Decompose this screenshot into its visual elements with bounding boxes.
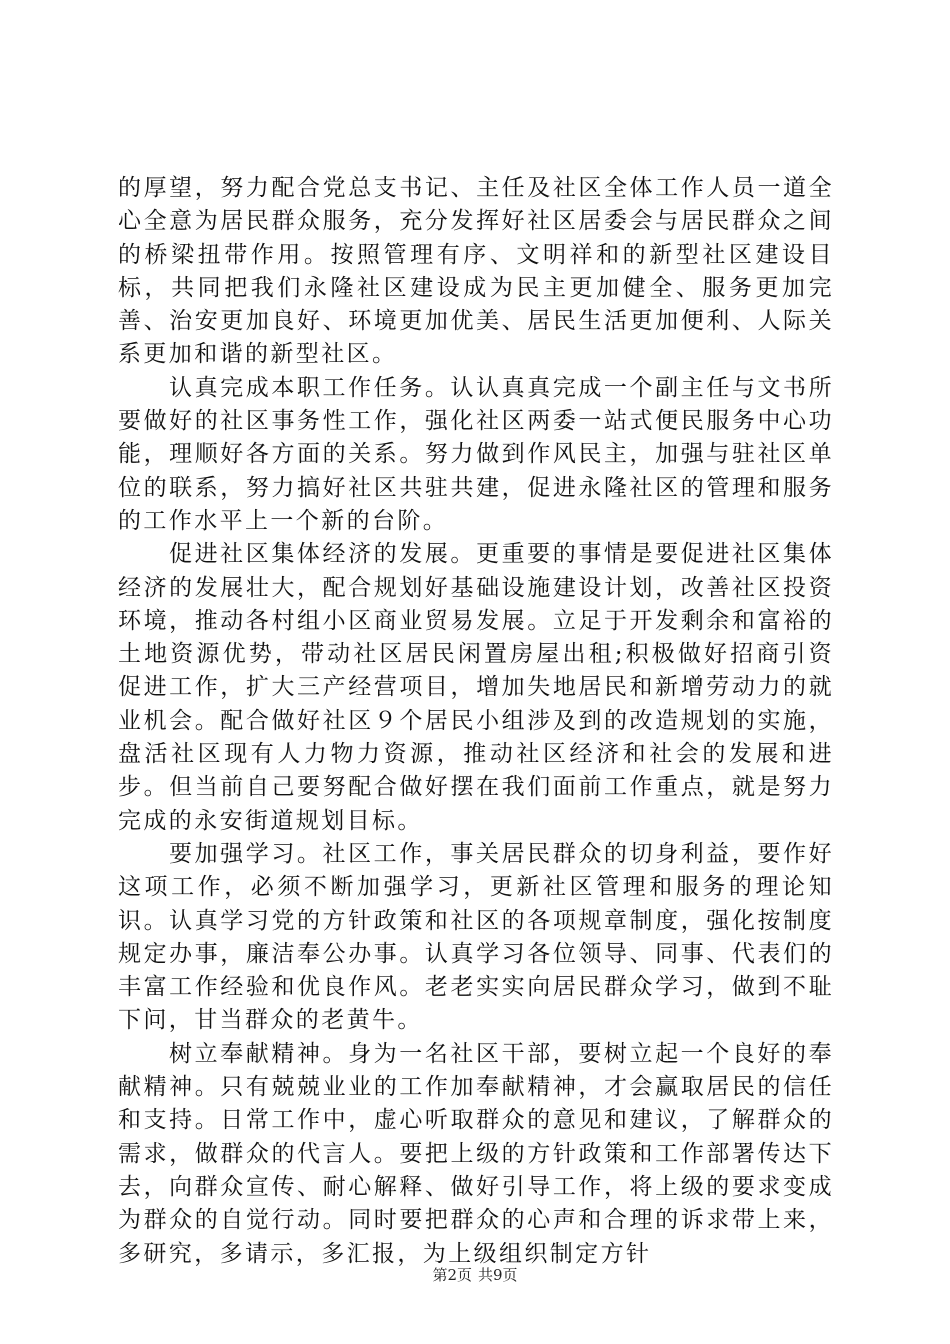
paragraph-2: 认真完成本职工作任务。认认真真完成一个副主任与文书所要做好的社区事务性工作，强化社区两委一站式便民服务中心功能，理顺好各方面的关系。努力做到作风民主，加强与驻社区单位的联系，努力搞好社区共驻共建，促进永隆社区的管理和服务的工作水平上一个新的台阶。	[118, 374, 834, 534]
paragraph-5: 树立奉献精神。身为一名社区干部，要树立起一个良好的奉献精神。只有兢兢业业的工作加奉献精神，才会赢取居民的信任和支持。日常工作中，虚心听取群众的意见和建议，了解群众的需求，做群众的代言人。要把上级的方针政策和工作部署传达下去，向群众宣传、耐心解释、做好引导工作，将上级的要求变成为群众的自觉行动。同时要把群众的心声和合理的诉求带上来，多研究，多请示，多汇报，为上级组织制定方针	[118, 1040, 834, 1267]
page-total: 共9页	[478, 1266, 518, 1284]
document-body	[118, 172, 834, 1271]
page-number: 第2页	[432, 1266, 472, 1284]
paragraph-4: 要加强学习。社区工作，事关居民群众的切身利益，要作好这项工作，必须不断加强学习，更新社区管理和服务的理论知识。认真学习党的方针政策和社区的各项规章制度，强化按制度规定办事，廉洁奉公办事。认真学习各位领导、同事、代表们的丰富工作经验和优良作风。老老实实向居民群众学习，做到不耻下问，甘当群众的老黄牛。	[118, 840, 834, 1034]
page-footer	[0, 1265, 950, 1285]
paragraph-1: 的厚望，努力配合党总支书记、主任及社区全体工作人员一道全心全意为居民群众服务，充分发挥好社区居委会与居民群众之间的桥梁扭带作用。按照管理有序、文明祥和的新型社区建设目标，共同把我们永隆社区建设成为民主更加健全、服务更加完善、治安更加良好、环境更加优美、居民生活更加便利、人际关系更加和谐的新型社区。	[118, 175, 834, 368]
paragraph-3: 促进社区集体经济的发展。更重要的事情是要促进社区集体经济的发展壮大，配合规划好基础设施建设计划，改善社区投资环境，推动各村组小区商业贸易发展。立足于开发剩余和富裕的土地资源优势，带动社区居民闲置房屋出租;积极做好招商引资促进工作，扩大三产经营项目，增加失地居民和新增劳动力的就业机会。配合做好社区９个居民小组涉及到的改造规划的实施，盘活社区现有人力物力资源，推动社区经济和社会的发展和进步。但当前自己要努配合做好摆在我们面前工作重点，就是努力完成的永安街道规划目标。	[118, 541, 834, 834]
